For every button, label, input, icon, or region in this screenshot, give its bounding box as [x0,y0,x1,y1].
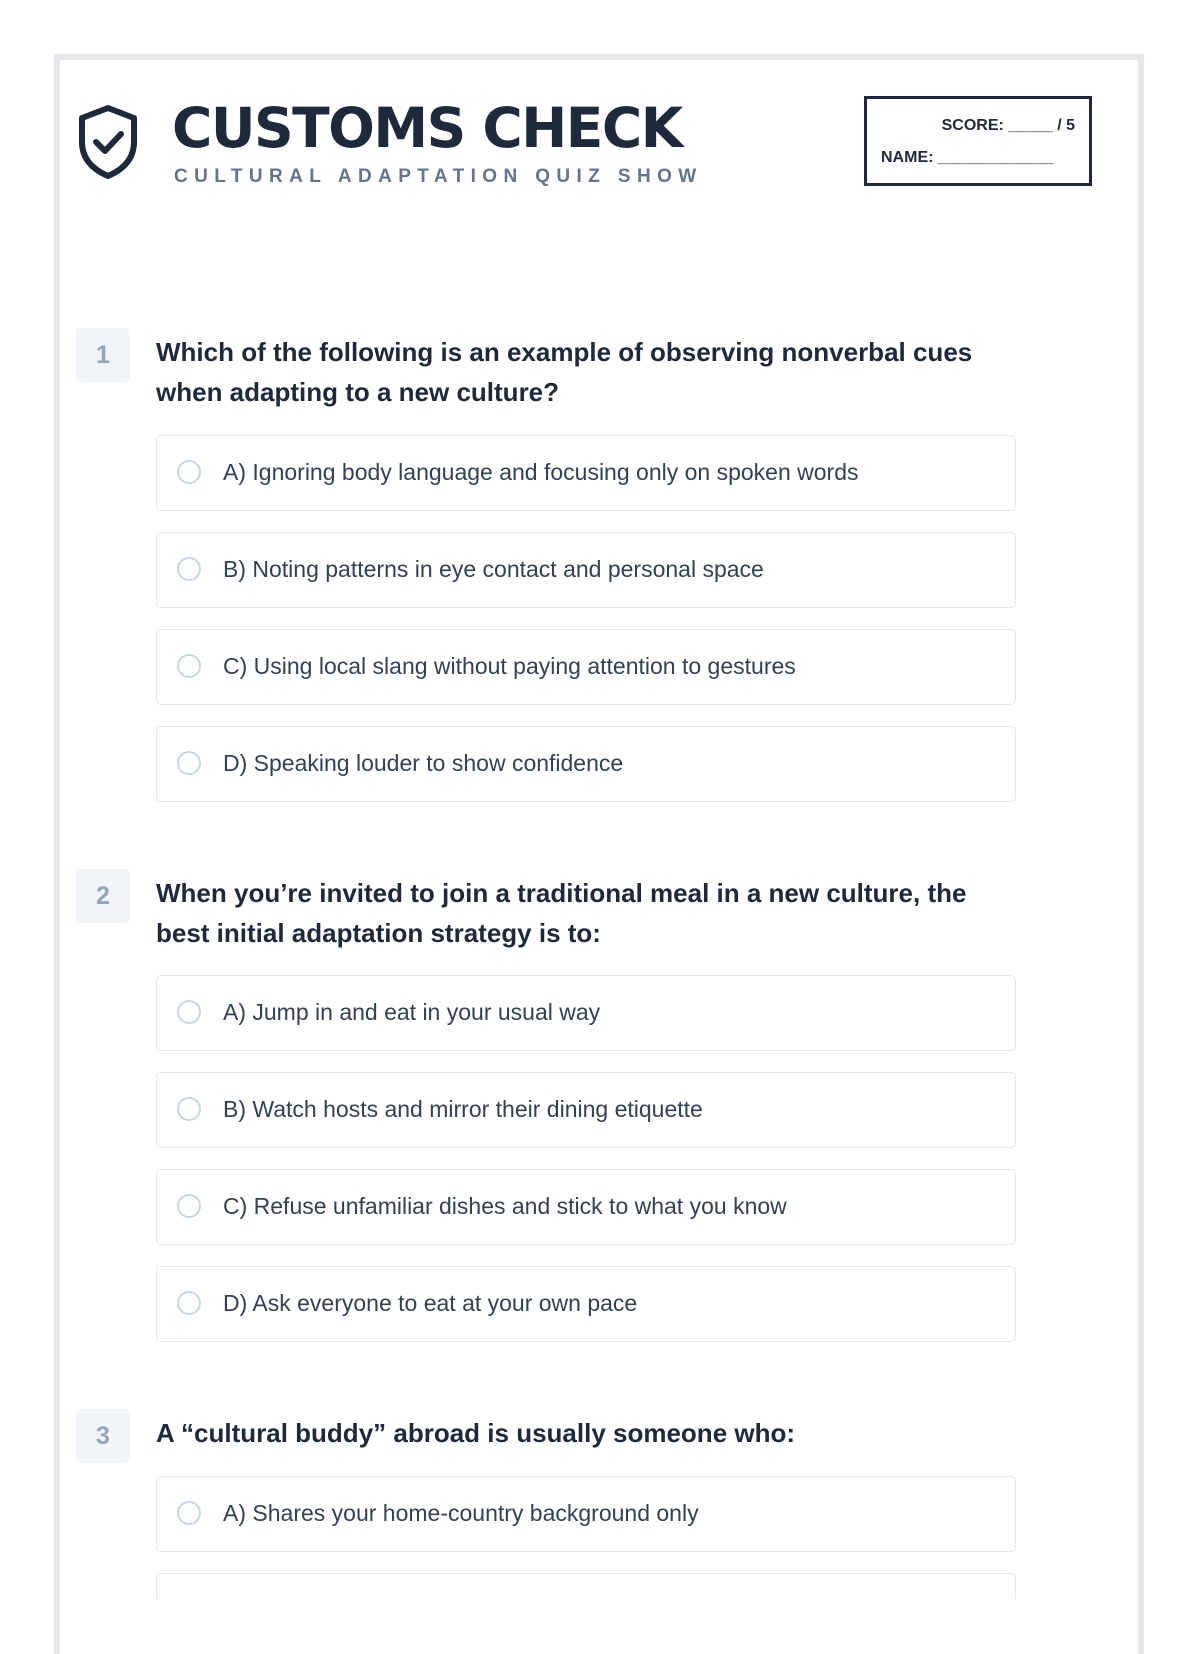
option-label: D) Speaking louder to show confidence [223,750,624,776]
radio-button[interactable] [177,1291,201,1315]
question-text: When you’re invited to join a traditional meal in a new culture, the best initial adaptation strategy is to: [156,878,967,948]
radio-button[interactable] [177,557,201,581]
option-2d[interactable] [156,1266,1016,1342]
option-label: D) Ask everyone to eat at your own pace [223,1290,638,1316]
option-1d[interactable] [156,726,1016,802]
option-3a[interactable] [156,1476,1016,1552]
radio-button[interactable] [177,1000,201,1024]
question-number: 1 [76,328,130,382]
option-label: C) Refuse unfamiliar dishes and stick to what you know [223,1193,787,1219]
shield-check-icon [76,104,140,180]
option-label: A) Jump in and eat in your usual way [223,999,601,1025]
option-2a[interactable] [156,975,1016,1051]
score-field: SCORE: _____ / 5 [941,117,1075,134]
option-label: B) Watch hosts and mirror their dining etiquette [223,1096,703,1122]
radio-button[interactable] [177,1194,201,1218]
option-label: C) Using local slang without paying attention to gestures [223,653,796,679]
option-label: A) Shares your home-country background only [223,1500,699,1526]
radio-button[interactable] [177,654,201,678]
question-number: 2 [76,869,130,923]
option-1c[interactable] [156,629,1016,705]
question-text: A “cultural buddy” abroad is usually someone who: [156,1418,796,1448]
quiz-header [76,96,1075,196]
radio-button[interactable] [177,1501,201,1525]
question-number: 3 [76,1409,130,1463]
option-1b[interactable] [156,532,1016,608]
option-3b-partial[interactable] [156,1573,1016,1599]
radio-button[interactable] [177,751,201,775]
page-subtitle: CULTURAL ADAPTATION QUIZ SHOW [174,166,703,187]
option-2c[interactable] [156,1169,1016,1245]
page-title: CUSTOMS CHECK [172,96,682,160]
option-2b[interactable] [156,1072,1016,1148]
name-field: NAME: _____________ [881,149,1054,166]
option-label: B) Noting patterns in eye contact and personal space [223,556,764,582]
radio-button[interactable] [177,1097,201,1121]
option-label: A) Ignoring body language and focusing only on spoken words [223,459,859,485]
option-1a[interactable] [156,435,1016,511]
radio-button[interactable] [177,460,201,484]
score-name-box [864,96,1092,186]
question-text: Which of the following is an example of observing nonverbal cues when adapting to a new culture? [156,337,973,407]
